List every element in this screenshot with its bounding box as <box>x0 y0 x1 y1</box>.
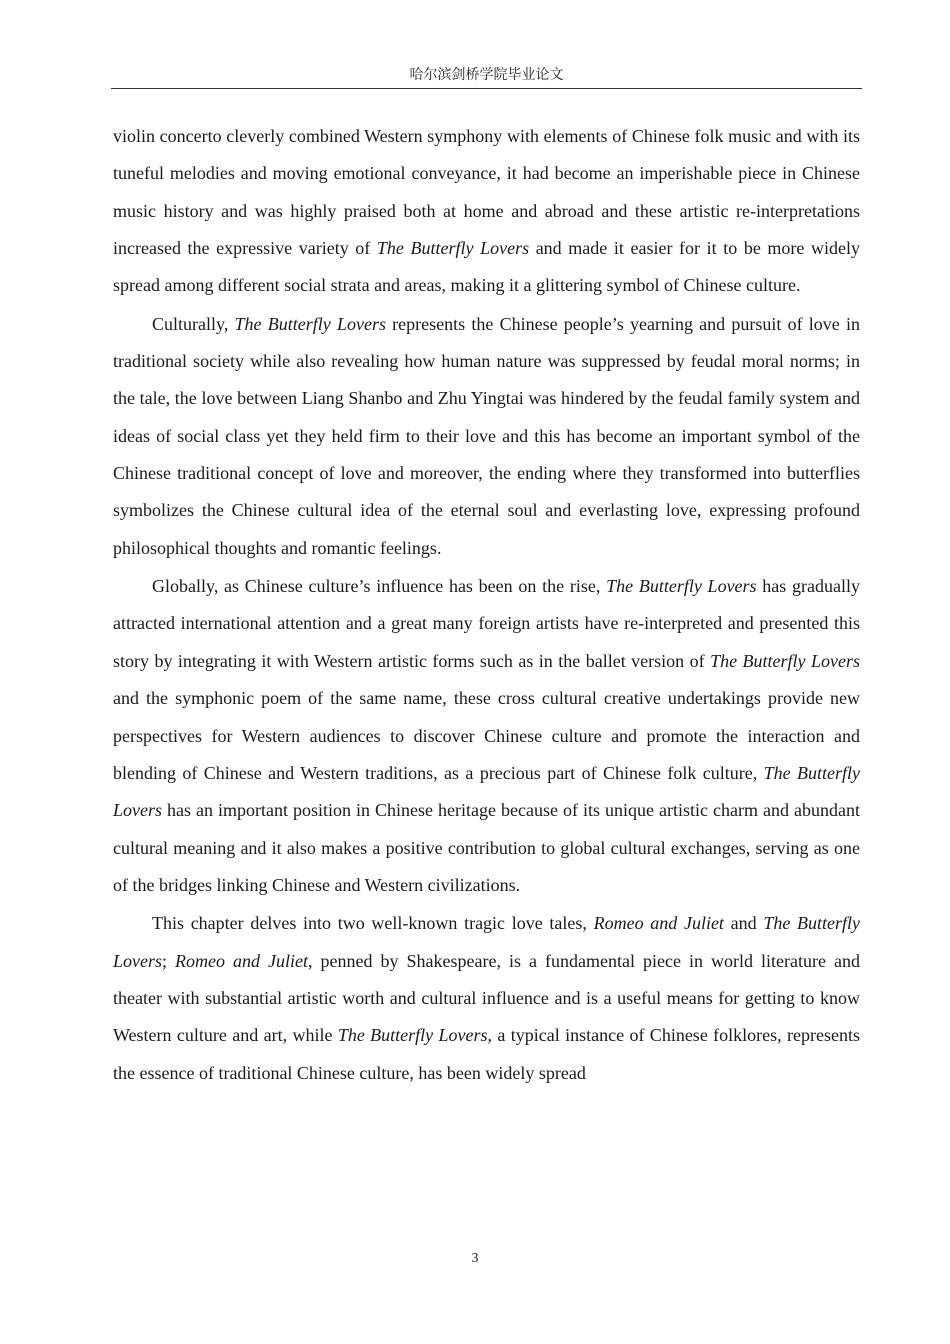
italic-title: The Butterfly Lovers <box>710 650 860 671</box>
text-run: represents the Chinese people’s yearning and pursuit of love in traditional society while also revealing how human nature was suppressed by feudal moral norms; in the tale, the love between Liang Shanbo and Zhu Yingtai was hindered by the feudal family system and ideas of social class yet they held firm to their love and this has become an important symbol of the Chinese traditional concept of love and moreover, the ending where they transformed into butterflies symbolizes the Chinese cultural idea of the eternal soul and everlasting love, expressing profound philosophical thoughts and romantic feelings. <box>113 313 861 558</box>
body-text <box>113 118 860 1092</box>
paragraph <box>113 306 860 567</box>
text-run: and made it easier for it to be more widely spread among different social strata and areas, making it a glittering symbol of Chinese culture. <box>113 238 860 296</box>
italic-title: The Butterfly Lovers <box>113 762 861 821</box>
text-run: Culturally, <box>152 313 235 334</box>
text-run: This chapter delves into two well-known tragic love tales, <box>152 913 594 934</box>
text-run: ; <box>162 950 176 971</box>
page-number: 3 <box>471 1251 479 1266</box>
text-run: violin concerto cleverly combined Western symphony with elements of Chinese folk music and with its tuneful melodies and moving emotional conveyance, it had become an imperishable piece in Chinese music history and was highly praised both at home and abroad and these artistic re-interpretations increased the expressive variety of <box>113 126 860 259</box>
paragraph <box>113 905 860 1092</box>
italic-title: The Butterfly Lovers <box>376 238 530 259</box>
text-run: and <box>723 913 764 934</box>
text-run: Globally, as Chinese culture’s influence has been on the rise, <box>152 576 607 597</box>
running-header: 哈尔滨剑桥学院毕业论文 <box>409 67 564 83</box>
text-run: has gradually attracted international attention and a great many foreign artists have re-interpreted and presented this story by integrating it with Western artistic forms such as in the ballet version of <box>113 576 861 671</box>
italic-title: The Butterfly Lovers <box>234 313 386 334</box>
text-run: and the symphonic poem of the same name, these cross cultural creative undertakings provide new perspectives for Western audiences to discover Chinese culture and promote the interaction and blending of Chinese and Western traditions, as a precious part of Chinese folk culture, <box>113 688 860 783</box>
italic-title: Romeo and Juliet <box>593 913 724 934</box>
text-run: , penned by Shakespeare, is a fundamental piece in world literature and theater with substantial artistic worth and cultural influence and is a useful means for getting to know Western culture and art, while <box>113 950 860 1046</box>
italic-title: The Butterfly Lovers <box>337 1025 488 1046</box>
header-divider <box>111 88 862 89</box>
text-run: , a typical instance of Chinese folklores, represents the essence of traditional Chinese culture, has been widely spread <box>113 1025 860 1083</box>
paragraph <box>113 568 860 904</box>
text-run: has an important position in Chinese heritage because of its unique artistic charm and abundant cultural meaning and it also makes a positive contribution to global cultural exchanges, serving as one of the bridges linking Chinese and Western civilizations. <box>113 800 860 895</box>
italic-title: The Butterfly Lovers <box>606 576 757 597</box>
italic-title: Romeo and Juliet <box>175 950 309 971</box>
paragraph <box>113 118 860 305</box>
italic-title: The Butterfly Lovers <box>113 913 861 971</box>
